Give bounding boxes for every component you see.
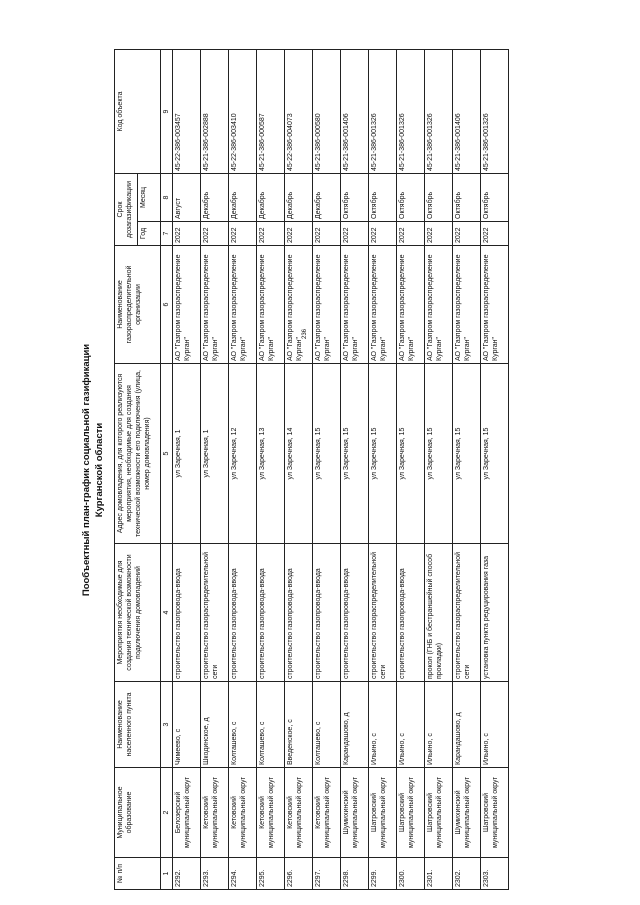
cell-month: Октябрь [425,173,453,221]
table-row [257,49,285,889]
cell-year: 2022 [257,222,285,246]
cell-gdo: АО "Газпром газораспределение Курган" [425,246,453,364]
cell-gdo: АО "Газпром газораспределение Курган" [481,246,509,364]
cell-municipality: Шумихинский муниципальный округ [453,768,481,858]
cell-settlement: Ильино, с [481,682,509,768]
table-row [341,49,369,889]
cell-month: Декабрь [285,173,313,221]
header-code: Код объекта [115,49,161,173]
column-number: 6 [161,246,173,364]
cell-code: 45-21-386-000580 [313,49,341,173]
cell-month: Октябрь [397,173,425,221]
cell-municipality: Шатровский муниципальный округ [425,768,453,858]
header-measures: Мероприятия необходимые для создания технической возможности подключения домовладений [115,544,161,682]
header-municipality: Муниципальное образование [115,768,161,858]
document-title [80,50,110,890]
cell-year: 2022 [313,222,341,246]
cell-gdo: АО "Газпром газораспределение Курган" [229,246,257,364]
cell-month: Октябрь [341,173,369,221]
cell-year: 2022 [173,222,201,246]
cell-code: 45-21-386-001406 [341,49,369,173]
row-number: 2303. [481,858,509,890]
cell-measure: строительство газопровода-ввода [341,544,369,682]
cell-address: ул Заречная, 15 [341,364,369,544]
cell-municipality: Кетовский муниципальный округ [201,768,229,858]
cell-address: ул Заречная, 14 [285,364,313,544]
row-number: 2297. [313,858,341,890]
column-number: 2 [161,768,173,858]
cell-measure: строительство газопровода-ввода [313,544,341,682]
cell-address: ул Заречная, 15 [369,364,397,544]
cell-settlement: Ильино, с [397,682,425,768]
table-body [115,49,509,889]
cell-settlement: Карандашово, д [453,682,481,768]
title-line-2: Курганской области [94,422,105,518]
cell-municipality: Кетовский муниципальный округ [257,768,285,858]
row-number: 2300. [397,858,425,890]
header-settlement: Наименование населенного пункта [115,682,161,768]
cell-measure: установка пункта редуцирования газа [481,544,509,682]
cell-month: Декабрь [201,173,229,221]
cell-code: 45-21-386-001326 [369,49,397,173]
row-number: 2301. [425,858,453,890]
cell-gdo: АО "Газпром газораспределение Курган" [341,246,369,364]
cell-year: 2022 [341,222,369,246]
cell-code: 45-21-386-002888 [201,49,229,173]
cell-month: Август [173,173,201,221]
header-term: Срок дозагазификации [115,173,138,245]
column-number: 1 [161,858,173,890]
cell-settlement: Ильино, с [425,682,453,768]
cell-month: Декабрь [229,173,257,221]
cell-measure: строительство газораспределительной сети [369,544,397,682]
page-number: 236 [302,329,308,340]
cell-gdo: АО "Газпром газораспределение Курган" [369,246,397,364]
cell-code: 45-21-386-001406 [453,49,481,173]
cell-address: ул Заречная, 15 [481,364,509,544]
cell-code: 45-22-386-003457 [173,49,201,173]
cell-address: ул Заречная, 15 [313,364,341,544]
cell-year: 2022 [369,222,397,246]
row-number: 2296. [285,858,313,890]
row-number: 2299. [369,858,397,890]
cell-measure: строительство газопровода-ввода [257,544,285,682]
cell-address: ул Заречная, 1 [173,364,201,544]
cell-municipality: Кетовский муниципальный округ [313,768,341,858]
cell-municipality: Шатровский муниципальный округ [481,768,509,858]
cell-measure: прокол (ГНБ и бестраншейный способ прокладки) [425,544,453,682]
table-row [229,49,257,889]
cell-month: Декабрь [257,173,285,221]
cell-municipality: Шатровский муниципальный округ [369,768,397,858]
cell-address: ул Заречная, 15 [397,364,425,544]
cell-measure: строительство газопровода-ввода [229,544,257,682]
table-row [285,49,313,889]
cell-month: Декабрь [313,173,341,221]
cell-measure: строительство газораспределительной сети [453,544,481,682]
header-gdo: Наименование газораспределительной организации [115,246,161,364]
cell-code: 45-21-386-000587 [257,49,285,173]
gasification-table [114,49,509,890]
table-row [173,49,201,889]
cell-address: ул Заречная, 15 [425,364,453,544]
cell-gdo: АО "Газпром газораспределение Курган" [313,246,341,364]
column-number: 3 [161,682,173,768]
cell-year: 2022 [229,222,257,246]
cell-gdo: АО "Газпром газораспределение Курган" [397,246,425,364]
row-number: 2298. [341,858,369,890]
table-row [201,49,229,889]
cell-address: ул Заречная, 13 [257,364,285,544]
cell-municipality: Шумихинский муниципальный округ [341,768,369,858]
cell-measure: строительство газопровода-ввода [397,544,425,682]
cell-gdo: АО "Газпром газораспределение Курган" [257,246,285,364]
cell-settlement: Колташево, с [257,682,285,768]
cell-year: 2022 [453,222,481,246]
column-number-row [161,49,173,889]
cell-code: 45-21-386-001326 [481,49,509,173]
table-row [397,49,425,889]
table-row [481,49,509,889]
cell-code: 45-21-386-001326 [425,49,453,173]
header-num: № п/п [115,858,161,890]
column-number: 8 [161,173,173,221]
column-number: 5 [161,364,173,544]
header-address: Адрес домовладения, для которого реализуются мероприятия, необходимые для создания технической возможности его подключения (улица, номер домовладения) [115,364,161,544]
row-number: 2293. [201,858,229,890]
cell-gdo: АО "Газпром газораспределение Курган" [201,246,229,364]
cell-settlement: Колташево, с [229,682,257,768]
cell-gdo: АО "Газпром газораспределение Курган" [453,246,481,364]
row-number: 2294. [229,858,257,890]
cell-address: ул Заречная, 15 [453,364,481,544]
table-row [425,49,453,889]
rotated-document [80,50,560,890]
cell-gdo: АО "Газпром газораспределение Курган" [173,246,201,364]
cell-municipality: Белозерский муниципальный округ [173,768,201,858]
header-row [115,49,138,889]
cell-measure: строительство газопровода-ввода [173,544,201,682]
cell-code: 45-22-386-003410 [229,49,257,173]
table-row [453,49,481,889]
cell-settlement: Чимеево, с [173,682,201,768]
column-number: 9 [161,49,173,173]
cell-code: 45-21-386-001326 [397,49,425,173]
cell-year: 2022 [481,222,509,246]
cell-month: Октябрь [481,173,509,221]
cell-measure: строительство газораспределительной сети [201,544,229,682]
cell-measure: строительство газопровода-ввода [285,544,313,682]
header-month: Месяц [138,173,161,221]
cell-address: ул Заречная, 1 [201,364,229,544]
row-number: 2292. [173,858,201,890]
cell-year: 2022 [425,222,453,246]
cell-gdo: АО "Газпром газораспределение Курган" [285,246,313,364]
cell-address: ул Заречная, 12 [229,364,257,544]
cell-settlement: Карандашово, д [341,682,369,768]
row-number: 2302. [453,858,481,890]
cell-year: 2022 [397,222,425,246]
cell-municipality: Кетовский муниципальный округ [229,768,257,858]
cell-municipality: Кетовский муниципальный округ [285,768,313,858]
cell-year: 2022 [201,222,229,246]
table-row [369,49,397,889]
column-number: 7 [161,222,173,246]
cell-settlement: Ильино, с [369,682,397,768]
cell-year: 2022 [285,222,313,246]
cell-settlement: Колташево, с [313,682,341,768]
cell-month: Октябрь [453,173,481,221]
title-line-1: Пообъектный план-график социальной газификации [81,343,92,597]
cell-settlement: Введенское, с [285,682,313,768]
table-row [313,49,341,889]
cell-settlement: Шкодинское, д [201,682,229,768]
column-number: 4 [161,544,173,682]
cell-municipality: Шатровский муниципальный округ [397,768,425,858]
cell-month: Октябрь [369,173,397,221]
header-year: Год [138,222,161,246]
row-number: 2295. [257,858,285,890]
cell-code: 45-22-386-004073 [285,49,313,173]
